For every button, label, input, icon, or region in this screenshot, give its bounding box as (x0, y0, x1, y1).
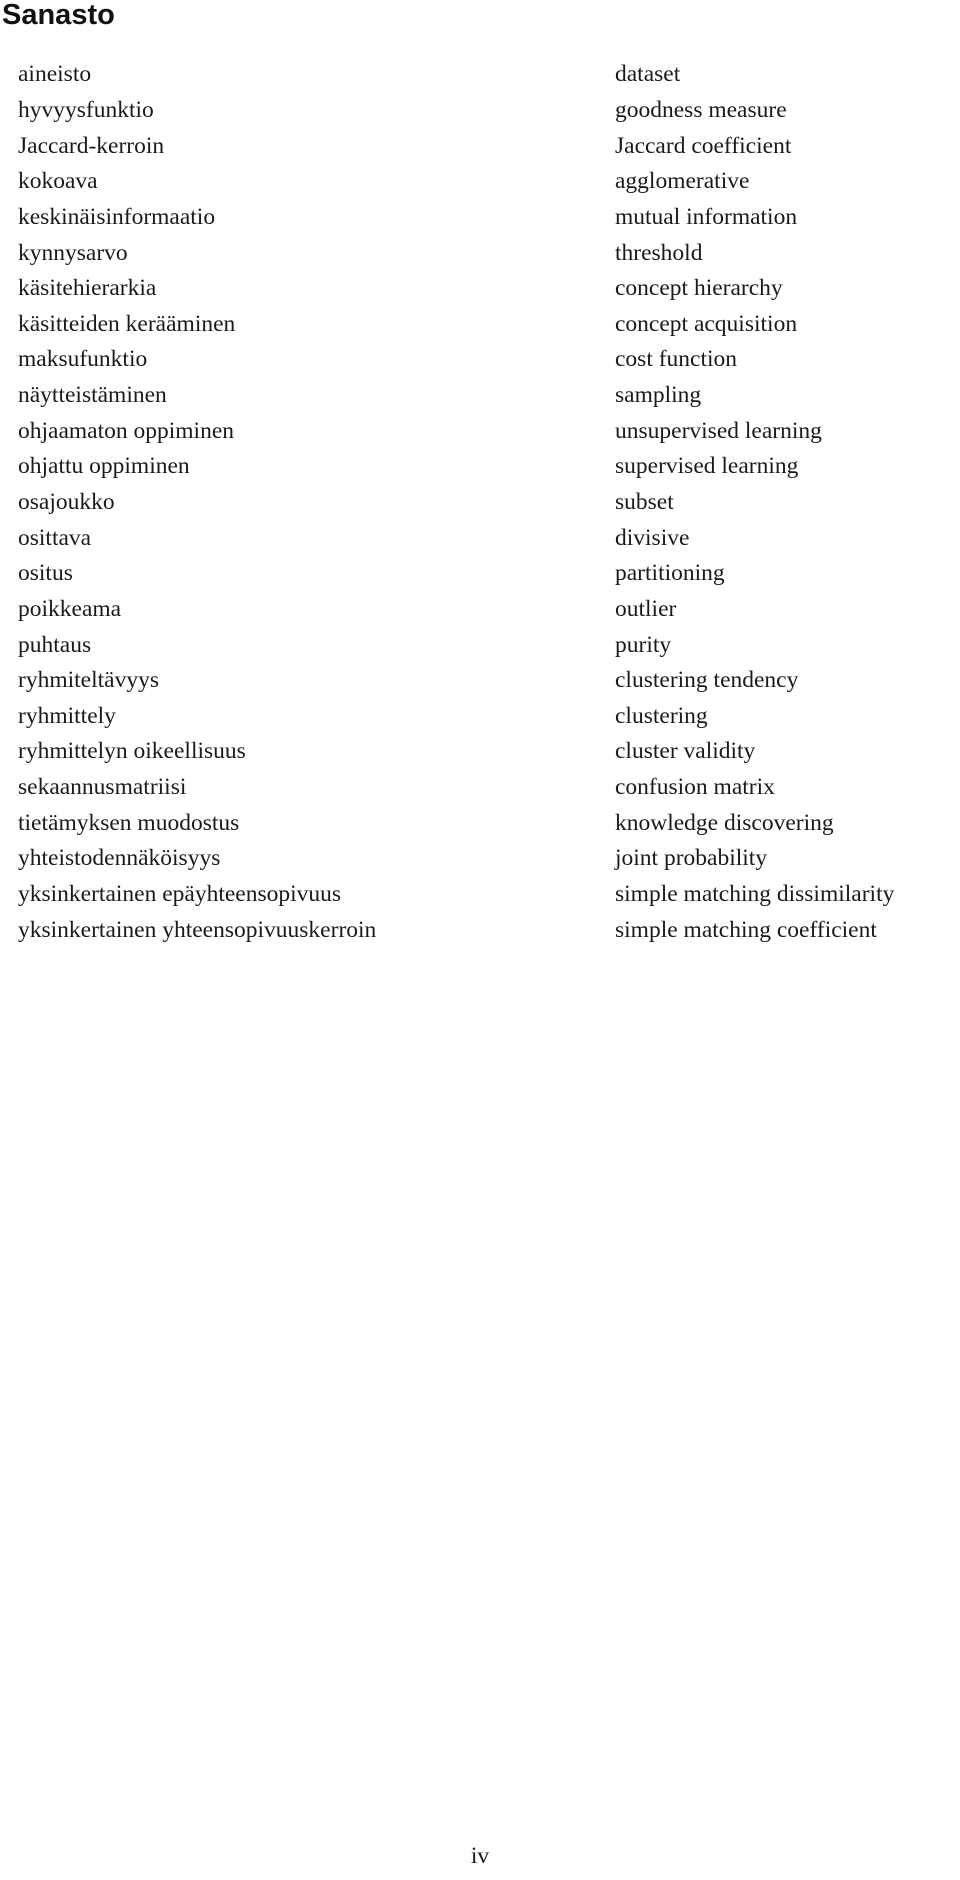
finnish-term: maksufunktio (18, 346, 148, 373)
english-term: confusion matrix (615, 774, 775, 801)
glossary-row (18, 413, 958, 449)
english-term: threshold (615, 239, 703, 266)
english-term: clustering tendency (615, 667, 799, 694)
english-term: knowledge discovering (615, 809, 834, 836)
glossary-row (18, 556, 958, 592)
glossary-row (18, 200, 958, 236)
english-term: supervised learning (615, 453, 799, 480)
english-term: joint probability (615, 845, 768, 872)
english-term: simple matching dissimilarity (615, 881, 895, 908)
finnish-term: Jaccard-kerroin (18, 132, 165, 159)
glossary-row (18, 128, 958, 164)
finnish-term: ryhmittely (18, 702, 116, 729)
page-title: Sanasto (2, 0, 115, 31)
finnish-term: ryhmiteltävyys (18, 667, 159, 694)
finnish-term: aineisto (18, 61, 92, 88)
glossary-row (18, 164, 958, 200)
glossary-row (18, 378, 958, 414)
glossary-row (18, 734, 958, 770)
glossary-row (18, 663, 958, 699)
english-term: Jaccard coefficient (615, 132, 792, 159)
english-term: concept acquisition (615, 310, 798, 337)
finnish-term: kynnysarvo (18, 239, 128, 266)
english-term: cluster validity (615, 738, 756, 765)
glossary-row (18, 699, 958, 735)
glossary-row (18, 235, 958, 271)
english-term: concept hierarchy (615, 275, 783, 302)
glossary-row (18, 912, 958, 948)
english-term: goodness measure (615, 96, 787, 123)
finnish-term: osittava (18, 524, 92, 551)
english-term: agglomerative (615, 168, 750, 195)
english-term: divisive (615, 524, 690, 551)
glossary-row (18, 592, 958, 628)
glossary-row (18, 877, 958, 913)
glossary-row (18, 520, 958, 556)
finnish-term: puhtaus (18, 631, 92, 658)
finnish-term: keskinäisinformaatio (18, 203, 216, 230)
glossary-row (18, 805, 958, 841)
glossary-list (18, 57, 958, 948)
english-term: dataset (615, 61, 681, 88)
finnish-term: ositus (18, 560, 73, 587)
glossary-row (18, 841, 958, 877)
glossary-row (18, 342, 958, 378)
finnish-term: käsitehierarkia (18, 275, 157, 302)
finnish-term: käsitteiden kerääminen (18, 310, 236, 337)
finnish-term: tietämyksen muodostus (18, 809, 240, 836)
glossary-row (18, 449, 958, 485)
page-number: iv (470, 1843, 490, 1869)
glossary-row (18, 93, 958, 129)
english-term: outlier (615, 595, 677, 622)
english-term: subset (615, 489, 674, 515)
finnish-term: ohjattu oppiminen (18, 453, 190, 480)
english-term: unsupervised learning (615, 417, 822, 444)
finnish-term: näytteistäminen (18, 382, 167, 409)
finnish-term: ohjaamaton oppiminen (18, 417, 235, 444)
finnish-term: yksinkertainen yhteensopivuuskerroin (18, 916, 377, 943)
english-term: clustering (615, 702, 708, 729)
glossary-row (18, 57, 958, 93)
english-term: cost function (615, 346, 738, 373)
finnish-term: ryhmittelyn oikeellisuus (18, 738, 246, 765)
finnish-term: sekaannusmatriisi (18, 774, 187, 801)
glossary-row (18, 306, 958, 342)
english-term: simple matching coefficient (615, 916, 877, 943)
english-term: purity (615, 631, 672, 658)
finnish-term: osajoukko (18, 489, 115, 515)
glossary-row (18, 271, 958, 307)
finnish-term: yhteistodennäköisyys (18, 845, 221, 872)
finnish-term: yksinkertainen epäyhteensopivuus (18, 881, 342, 908)
glossary-row (18, 485, 958, 521)
finnish-term: poikkeama (18, 595, 122, 622)
finnish-term: kokoava (18, 168, 98, 195)
glossary-row (18, 770, 958, 806)
english-term: sampling (615, 382, 702, 409)
glossary-row (18, 627, 958, 663)
english-term: partitioning (615, 560, 725, 587)
finnish-term: hyvyysfunktio (18, 96, 154, 123)
english-term: mutual information (615, 203, 798, 230)
